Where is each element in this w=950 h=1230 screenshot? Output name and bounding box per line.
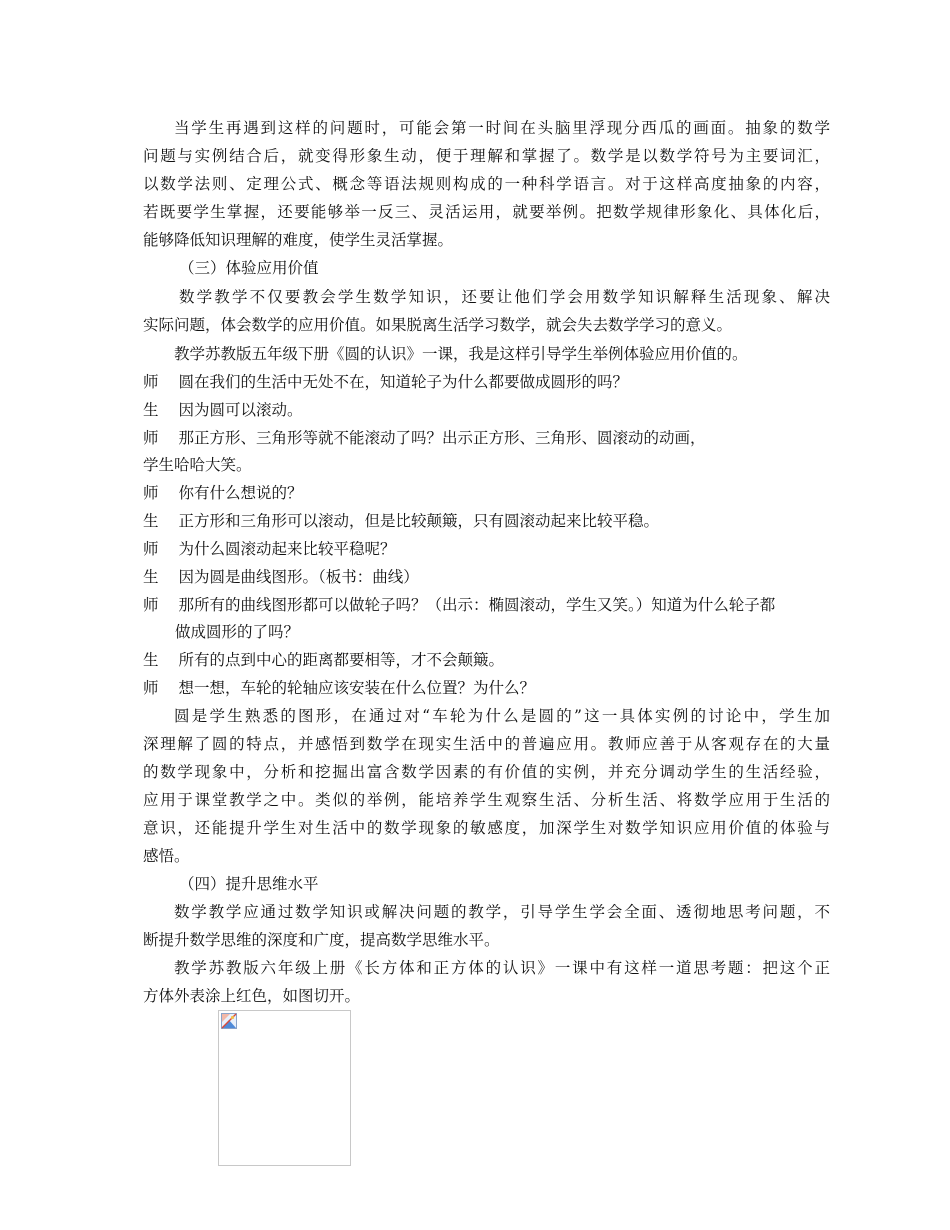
paragraph-line: 教学苏教版六年级上册《长方体和正方体的认识》一课中有这样一道思考题：把这个正 [174, 959, 830, 977]
speaker-label: 师 [143, 429, 159, 447]
speaker-label: 师 [143, 679, 159, 697]
paragraph-line: 方体外表涂上红色，如图切开。 [143, 987, 361, 1005]
paragraph-line: 以数学法则、定理公式、概念等语法规则构成的一种科学语言。对于这样高度抽象的内容， [143, 175, 830, 193]
speaker-label: 师 [143, 540, 159, 558]
dialogue-text: 你有什么想说的？ [178, 484, 303, 502]
dialogue-line [143, 400, 830, 420]
speaker-label: 生 [143, 401, 159, 419]
paragraph-line: 深理解了圆的特点，并感悟到数学在现实生活中的普遍应用。教师应善于从客观存在的大量 [143, 735, 830, 753]
dialogue-line [143, 622, 830, 642]
dialogue-text: 学生哈哈大笑。 [143, 456, 252, 474]
speaker-label: 师 [143, 373, 159, 391]
dialogue-line [143, 483, 830, 503]
dialogue-text: 做成圆形的了吗？ [175, 623, 300, 641]
image-placeholder [218, 1010, 351, 1166]
dialogue-line [143, 678, 830, 698]
paragraph-line: 当学生再遇到这样的问题时，可能会第一时间在头脑里浮现分西瓜的画面。抽象的数学 [174, 119, 830, 137]
speaker-label: 生 [143, 651, 159, 669]
dialogue-line [143, 428, 830, 448]
section-heading: （三）体验应用价值 [179, 259, 319, 277]
dialogue-text: 因为圆可以滚动。 [178, 401, 303, 419]
paragraph-line: 数学教学应通过数学知识或解决问题的教学，引导学生学会全面、透彻地思考问题，不 [174, 903, 830, 921]
speaker-label: 生 [143, 512, 159, 530]
section-heading: （四）提升思维水平 [179, 875, 319, 893]
speaker-label: 生 [143, 568, 159, 586]
paragraph-line: 问题与实例结合后，就变得形象生动，便于理解和掌握了。数学是以数学符号为主要词汇， [143, 147, 830, 165]
dialogue-line [143, 455, 830, 475]
paragraph-line: 应用于课堂教学之中。类似的举例，能培养学生观察生活、分析生活、将数学应用于生活的 [143, 791, 830, 809]
paragraph-line: 若既要学生掌握，还要能够举一反三、灵活运用，就要举例。把数学规律形象化、具体化后， [143, 203, 830, 221]
paragraph-line: 教学苏教版五年级下册《圆的认识》一课，我是这样引导学生举例体验应用价值的。 [174, 345, 748, 363]
dialogue-text: 所有的点到中心的距离都要相等，才不会颠簸。 [178, 651, 505, 669]
dialogue-line [143, 372, 830, 392]
dialogue-text: 想一想，车轮的轮轴应该安装在什么位置？为什么？ [178, 679, 536, 697]
paragraph-line: 实际问题，体会数学的应用价值。如果脱离生活学习数学，就会失去数学学习的意义。 [143, 316, 733, 334]
paragraph-line: 数学教学不仅要教会学生数学知识，还要让他们学会用数学知识解释生活现象、解决 [179, 288, 830, 306]
dialogue-line [143, 511, 830, 531]
dialogue-line [143, 595, 830, 615]
broken-image-icon [221, 1013, 237, 1029]
dialogue-text: 正方形和三角形可以滚动，但是比较颠簸，只有圆滚动起来比较平稳。 [178, 512, 660, 530]
dialogue-line [143, 650, 830, 670]
dialogue-line [143, 567, 830, 587]
paragraph-line: 能够降低知识理解的难度，使学生灵活掌握。 [143, 231, 454, 249]
dialogue-line [143, 539, 830, 559]
paragraph-line: 的数学现象中，分析和挖掘出富含数学因素的有价值的实例，并充分调动学生的生活经验， [143, 763, 830, 781]
paragraph-line: 圆是学生熟悉的图形，在通过对“车轮为什么是圆的”这一具体实例的讨论中，学生加 [174, 707, 830, 725]
paragraph-line: 意识，还能提升学生对生活中的数学现象的敏感度，加深学生对数学知识应用价值的体验与 [143, 819, 830, 837]
speaker-label: 师 [143, 596, 159, 614]
dialogue-text: 那所有的曲线图形都可以做轮子吗？（出示：椭圆滚动，学生又笑。）知道为什么轮子都 [178, 596, 776, 614]
dialogue-text: 那正方形、三角形等就不能滚动了吗？出示正方形、三角形、圆滚动的动画， [178, 429, 706, 447]
speaker-label: 师 [143, 484, 159, 502]
dialogue-text: 因为圆是曲线图形。（板书：曲线） [178, 568, 419, 586]
paragraph-line: 感悟。 [143, 847, 190, 865]
dialogue-text: 为什么圆滚动起来比较平稳呢？ [178, 540, 396, 558]
dialogue-text: 圆在我们的生活中无处不在，知道轮子为什么都要做成圆形的吗？ [178, 373, 629, 391]
paragraph-line: 断提升数学思维的深度和广度，提高数学思维水平。 [143, 931, 500, 949]
